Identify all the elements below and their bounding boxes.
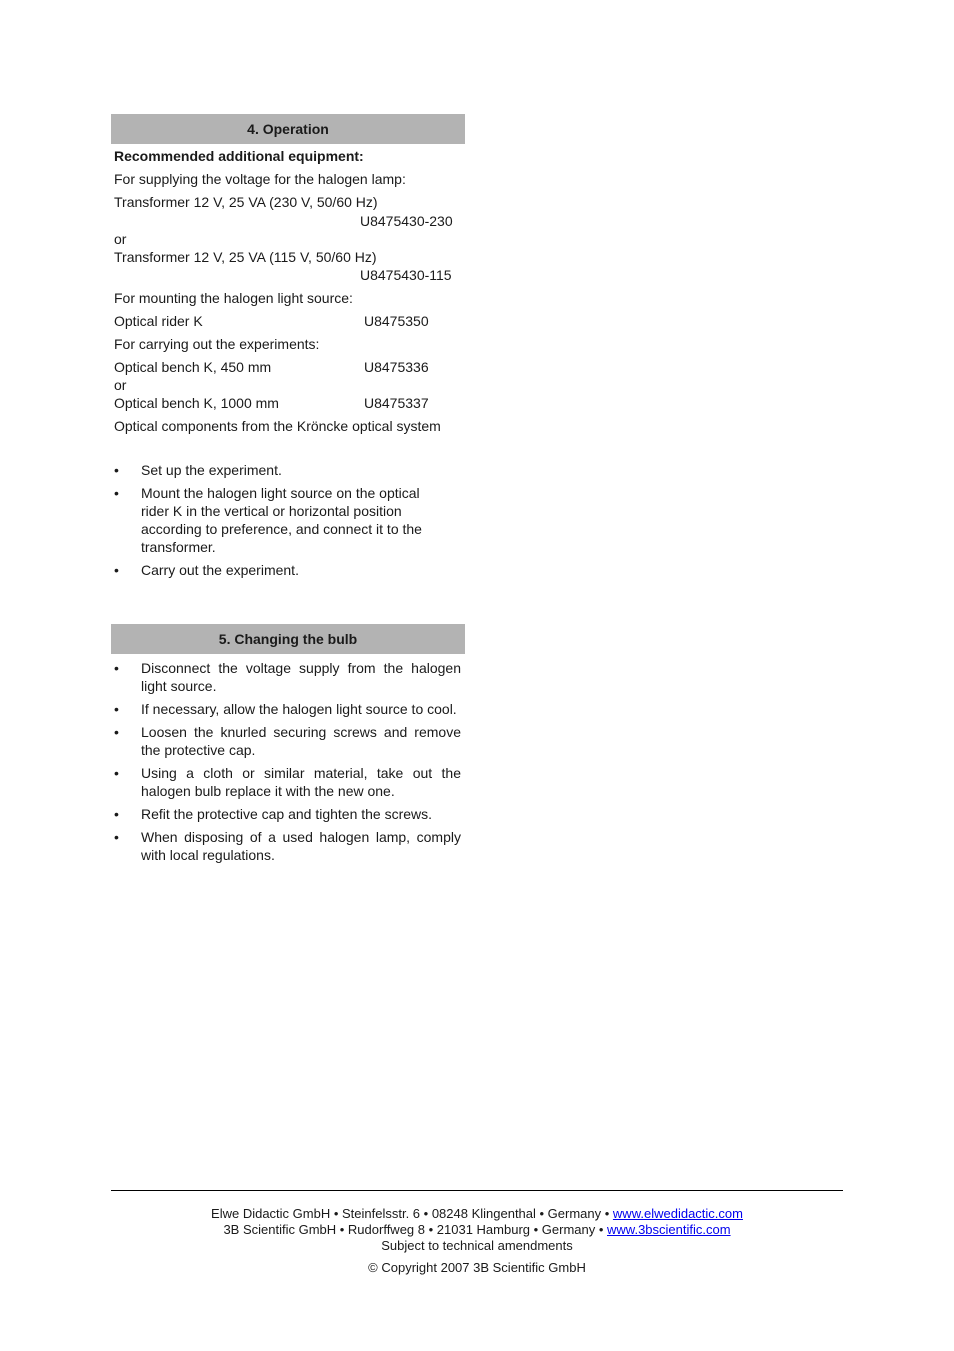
3b-website-link[interactable]: www.3bscientific.com (607, 1222, 731, 1237)
list-item: • Refit the protective cap and tighten the screws. (111, 805, 465, 823)
footer-line-1 (111, 1206, 843, 1221)
changing-title: 5. Changing the bulb (111, 624, 465, 654)
footer-divider (111, 1190, 843, 1191)
elwe-website-link[interactable]: www.elwedidactic.com (612, 1206, 743, 1221)
operation-section-header (111, 114, 465, 144)
bench-450-label: Optical bench K, 450 mm (114, 359, 272, 375)
transformer-115-code: U8475430-115 (360, 267, 452, 283)
equipment-heading: Recommended additional equipment: (114, 148, 364, 164)
list-item: • Using a cloth or similar material, take out the halogen bulb replace it with the new one. (111, 764, 465, 800)
footer-copyright: © Copyright 2007 3B Scientific GmbH (368, 1260, 586, 1275)
footer-line-2 (111, 1222, 843, 1237)
list-item: • Disconnect the voltage supply from the halogen light source. (111, 659, 465, 695)
operation-steps-list (111, 461, 465, 579)
list-item: • If necessary, allow the halogen light source to cool. (111, 700, 465, 718)
bench-450-code: U8475336 (364, 359, 429, 375)
bench-1000-label: Optical bench K, 1000 mm (114, 395, 279, 411)
supply-intro: For supplying the voltage for the halogen lamp: (114, 171, 406, 187)
experiments-intro: For carrying out the experiments: (114, 336, 320, 352)
list-item: • Loosen the knurled securing screws and remove the protective cap. (111, 723, 465, 759)
list-item: • Carry out the experiment. (111, 561, 465, 579)
mounting-intro: For mounting the halogen light source: (114, 290, 353, 306)
list-item: • Mount the halogen light source on the optical rider K in the vertical or horizontal position according to preference, and connect it to the transformer. (111, 484, 465, 556)
list-item: • Set up the experiment. (111, 461, 465, 479)
changing-steps-list (111, 659, 465, 864)
rider-code: U8475350 (364, 313, 429, 329)
footer-address-elwe: Elwe Didactic GmbH • Steinfelsstr. 6 • 08248 Klingenthal • Germany • (211, 1206, 613, 1221)
transformer-115: Transformer 12 V, 25 VA (115 V, 50/60 Hz) (114, 249, 377, 265)
footer-address-3b: 3B Scientific GmbH • Rudorffweg 8 • 21031 Hamburg • Germany • (223, 1222, 608, 1237)
rider-label: Optical rider K (114, 313, 203, 329)
list-item: • When disposing of a used halogen lamp, comply with local regulations. (111, 828, 465, 864)
operation-title: 4. Operation (111, 114, 465, 144)
bench-1000-code: U8475337 (364, 395, 429, 411)
footer-amendments: Subject to technical amendments (381, 1238, 573, 1253)
changing-section-header (111, 624, 465, 654)
or-1: or (114, 231, 127, 247)
transformer-230-code: U8475430-230 (360, 213, 453, 229)
or-2: or (114, 377, 127, 393)
components-label: Optical components from the Kröncke optical system (114, 418, 441, 434)
transformer-230: Transformer 12 V, 25 VA (230 V, 50/60 Hz) (114, 194, 378, 210)
